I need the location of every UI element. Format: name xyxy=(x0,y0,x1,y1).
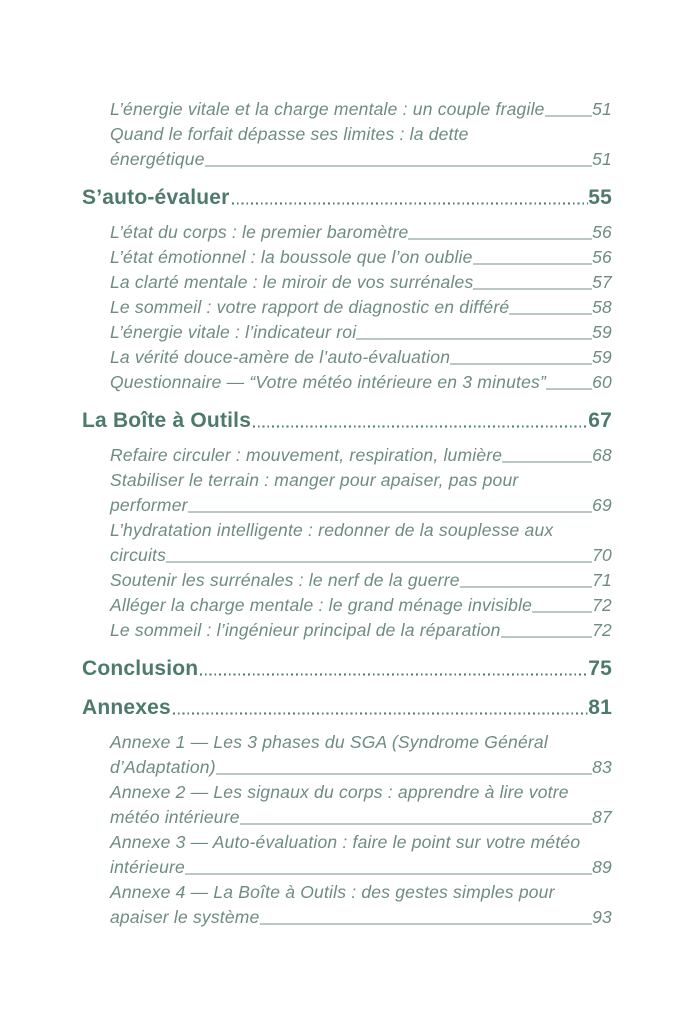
page-number: 67 xyxy=(588,409,612,432)
toc-entry-label: énergétique xyxy=(110,149,205,169)
toc-entry-label: Conclusion xyxy=(82,657,199,680)
toc-subentry[interactable] xyxy=(110,97,612,122)
toc-entry-label: Annexe 1 — Les 3 phases du SGA (Syndrome Général xyxy=(110,732,548,752)
toc-entry-label: L’énergie vitale : l’indicateur roi xyxy=(110,322,357,342)
toc-subentry[interactable] xyxy=(110,830,612,855)
page-number: 51 xyxy=(592,149,612,169)
toc-entry-label: Annexe 3 — Auto-évaluation : faire le point sur votre météo xyxy=(110,832,581,852)
toc-entry-label: Annexe 4 — La Boîte à Outils : des gestes simples pour xyxy=(110,882,555,902)
page-number: 70 xyxy=(592,545,612,565)
toc-leader-line xyxy=(473,264,593,265)
toc-leader-dots xyxy=(253,426,588,428)
toc-entry-label: La Boîte à Outils xyxy=(82,409,252,432)
toc-leader-line xyxy=(408,239,592,240)
toc-entry-label: intérieure xyxy=(110,857,185,877)
toc-leader-dots xyxy=(200,674,588,676)
page-number: 87 xyxy=(592,807,612,827)
toc-subentry[interactable] xyxy=(110,147,612,172)
page-number: 71 xyxy=(592,570,612,590)
page-number: 72 xyxy=(592,620,612,640)
toc-entry-label: Le sommeil : votre rapport de diagnostic en différé xyxy=(110,297,510,317)
toc-heading[interactable] xyxy=(82,694,612,721)
page-number: 56 xyxy=(592,222,612,242)
page-number: 93 xyxy=(592,907,612,927)
toc-heading[interactable] xyxy=(82,407,612,434)
toc-entry-label: La vérité douce-amère de l’auto-évaluation xyxy=(110,347,451,367)
toc-leader-line xyxy=(205,166,592,167)
toc-heading[interactable] xyxy=(82,655,612,682)
toc-subentry[interactable] xyxy=(110,880,612,905)
toc-leader-line xyxy=(260,924,593,925)
toc-subentry[interactable] xyxy=(110,443,612,468)
toc-entry-label: Refaire circuler : mouvement, respiration, lumière xyxy=(110,445,503,465)
toc-leader-line xyxy=(460,587,592,588)
toc-entry-label: Quand le forfait dépasse ses limites : la dette xyxy=(110,124,469,144)
toc-subentry[interactable] xyxy=(110,568,612,593)
toc-leader-line xyxy=(356,339,592,340)
toc-entry-label: L’état du corps : le premier baromètre xyxy=(110,222,409,242)
toc-leader-line xyxy=(240,824,592,825)
toc-entry-label: Soutenir les surrénales : le nerf de la guerre xyxy=(110,570,460,590)
toc-leader-dots xyxy=(232,203,589,205)
page-number: 60 xyxy=(592,372,612,392)
toc-leader-line xyxy=(546,389,592,390)
toc-entry-label: météo intérieure xyxy=(110,807,240,827)
toc-subentry[interactable] xyxy=(110,270,612,295)
toc-entry-label: performer xyxy=(110,495,188,515)
toc-leader-line xyxy=(166,562,592,563)
toc-entry-label: L’hydratation intelligente : redonner de la souplesse aux xyxy=(110,520,554,540)
toc-leader-line xyxy=(473,289,592,290)
toc-subentry[interactable] xyxy=(110,468,612,493)
page-number: 81 xyxy=(588,696,612,719)
page-number: 57 xyxy=(592,272,612,292)
toc-subentry[interactable] xyxy=(110,593,612,618)
page-number: 83 xyxy=(592,757,612,777)
page-number: 68 xyxy=(592,445,612,465)
toc-leader-line xyxy=(216,774,592,775)
toc-leader-dots xyxy=(173,713,588,715)
toc-entry-label: Le sommeil : l’ingénieur principal de la réparation xyxy=(110,620,501,640)
toc-subentry[interactable] xyxy=(110,295,612,320)
toc-entry-label: La clarté mentale : le miroir de vos surrénales xyxy=(110,272,474,292)
page-number: 59 xyxy=(592,347,612,367)
toc-leader-line xyxy=(501,637,593,638)
page-number: 72 xyxy=(592,595,612,615)
toc-entry-label: Annexes xyxy=(82,696,171,719)
toc-subentry[interactable] xyxy=(110,855,612,880)
page-number: 69 xyxy=(592,495,612,515)
toc-subentry[interactable] xyxy=(110,320,612,345)
toc-leader-line xyxy=(532,612,592,613)
toc-entry-label: apaiser le système xyxy=(110,907,260,927)
toc-subentry[interactable] xyxy=(110,618,612,643)
page-number: 59 xyxy=(592,322,612,342)
page-number: 55 xyxy=(588,186,612,209)
toc-entry-label: Alléger la charge mentale : le grand ménage invisible xyxy=(110,595,533,615)
toc-leader-line xyxy=(185,874,592,875)
toc-entry-label: S’auto-évaluer xyxy=(82,186,230,209)
toc-subentry[interactable] xyxy=(110,370,612,395)
toc-leader-line xyxy=(509,314,592,315)
toc-leader-line xyxy=(188,512,592,513)
toc-entry-label: Stabiliser le terrain : manger pour apaiser, pas pour xyxy=(110,470,519,490)
toc-heading[interactable] xyxy=(82,184,612,211)
toc-entry-label: Questionnaire — “Votre météo intérieure en 3 minutes” xyxy=(110,372,546,392)
page-number: 56 xyxy=(592,247,612,267)
toc-leader-line xyxy=(545,116,593,117)
toc-subentry[interactable] xyxy=(110,905,612,930)
toc-leader-line xyxy=(450,364,592,365)
toc-entry-label: L’énergie vitale et la charge mentale : un couple fragile xyxy=(110,99,545,119)
toc-subentry[interactable] xyxy=(110,755,612,780)
page-number: 51 xyxy=(592,99,612,119)
toc-subentry[interactable] xyxy=(110,220,612,245)
toc-leader-line xyxy=(502,462,592,463)
toc-subentry[interactable] xyxy=(110,730,612,755)
toc-subentry[interactable] xyxy=(110,543,612,568)
toc-subentry[interactable] xyxy=(110,245,612,270)
toc-subentry[interactable] xyxy=(110,518,612,543)
page-number: 89 xyxy=(592,857,612,877)
toc-subentry[interactable] xyxy=(110,780,612,805)
toc-subentry[interactable] xyxy=(110,122,612,147)
toc-entry-label: circuits xyxy=(110,545,167,565)
page-number: 58 xyxy=(592,297,612,317)
page-number: 75 xyxy=(588,657,612,680)
table-of-contents xyxy=(82,97,612,930)
toc-subentry[interactable] xyxy=(110,805,612,830)
toc-entry-label: d’Adaptation) xyxy=(110,757,216,777)
toc-entry-label: Annexe 2 — Les signaux du corps : apprendre à lire votre xyxy=(110,782,569,802)
toc-entry-label: L’état émotionnel : la boussole que l’on oublie xyxy=(110,247,473,267)
toc-subentry[interactable] xyxy=(110,345,612,370)
toc-subentry[interactable] xyxy=(110,493,612,518)
